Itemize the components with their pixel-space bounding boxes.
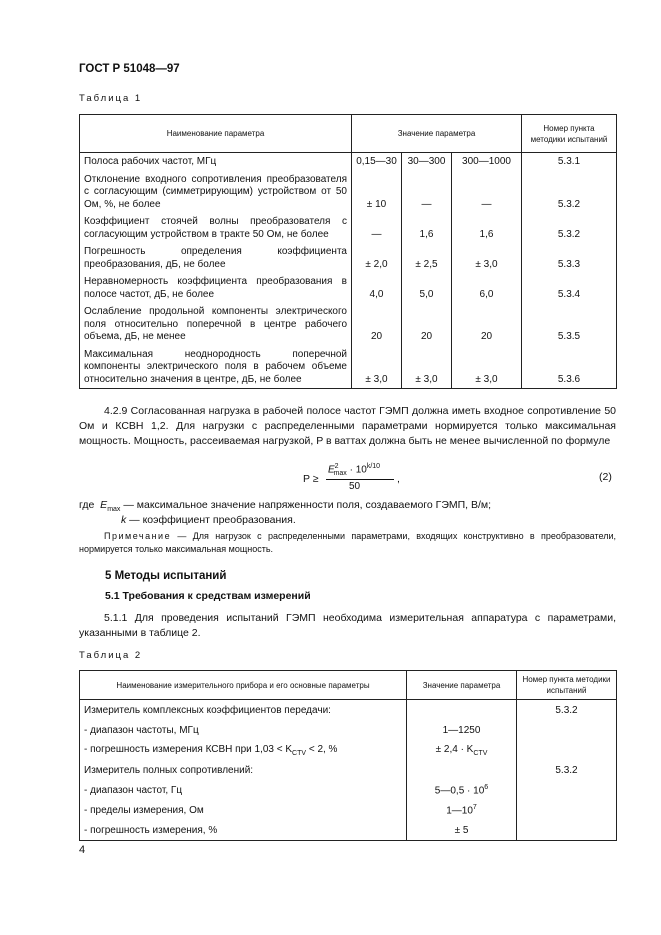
table-row: [80, 171, 617, 214]
page-number: 4: [79, 844, 86, 856]
t1-header-value: Значение параметра: [352, 115, 522, 153]
t2-row-value: [407, 740, 517, 760]
table-row: [80, 273, 617, 303]
t2-row-value: [407, 800, 517, 820]
note-text: — Для нагрузок с распределенными параметрами, входящих конструктивно в преобразователи, нормируется только максимальная мощность.: [79, 531, 616, 554]
t2-row-value-sup: 7: [472, 803, 477, 811]
t2-row-clause: 5.3.2: [517, 700, 617, 721]
t2-row-value: 1—1250: [407, 720, 517, 740]
section-5-title: 5 Методы испытаний: [105, 570, 227, 582]
t1-row-v1: ± 10: [352, 171, 402, 214]
t2-row-name: - пределы измерения, Ом: [80, 800, 407, 820]
t1-row-clause: 5.3.2: [522, 171, 617, 214]
table-row: [80, 303, 617, 346]
table-row: [80, 780, 617, 800]
t2-row-name: - погрешность измерения, %: [80, 820, 407, 841]
t2-row-value-sup: 6: [484, 783, 489, 791]
t1-row-clause: 5.3.3: [522, 243, 617, 273]
t2-row-name: Измеритель комплексных коэффициентов передачи:: [80, 700, 407, 721]
paragraph-5-1-1: 5.1.1 Для проведения испытаний ГЭМП необходима измерительная аппаратура с параметрами, указанными в таблице 2.: [79, 612, 616, 639]
t1-row-name: Полоса рабочих частот, МГц: [80, 153, 352, 171]
formula-lhs: P ≥: [303, 473, 319, 485]
t2-row-clause: [517, 800, 617, 820]
t1-row-v2: ± 2,5: [402, 243, 452, 273]
t2-header-name: Наименование измерительного прибора и его основные параметры: [80, 671, 407, 700]
where-k-desc: — коэффициент преобразования.: [126, 514, 296, 526]
t2-row-value-main: 5—0,5 · 10: [434, 785, 485, 797]
t2-row-name: Измеритель полных сопротивлений:: [80, 760, 407, 780]
t2-row-value-main: 1—10: [446, 805, 473, 817]
t1-row-v3: —: [452, 171, 522, 214]
t1-row-v2: ± 3,0: [402, 346, 452, 389]
where-label: где: [79, 499, 95, 511]
t2-row-clause: [517, 780, 617, 800]
t1-row-v3: 1,6: [452, 213, 522, 243]
table-1: [79, 114, 617, 389]
table-row: [80, 800, 617, 820]
table2-caption: Таблица 2: [79, 650, 143, 661]
t1-row-clause: 5.3.1: [522, 153, 617, 171]
formula-denominator: 50: [349, 481, 361, 492]
formula-exp: k/10: [366, 463, 381, 470]
t1-row-clause: 5.3.6: [522, 346, 617, 389]
t1-row-v2: 1,6: [402, 213, 452, 243]
table-row: [80, 213, 617, 243]
t1-row-name: Погрешность определения коэффициента преобразования, дБ, не более: [80, 243, 352, 273]
t2-row-name-main: - погрешность измерения КСВН при 1,03 < K: [84, 743, 293, 755]
section-5-1-title: 5.1 Требования к средствам измерений: [105, 590, 311, 602]
t1-row-v1: 20: [352, 303, 402, 346]
table-row: [80, 760, 617, 780]
table-row: [80, 700, 617, 721]
t2-row-value: [407, 700, 517, 721]
t1-row-v2: 30—300: [402, 153, 452, 171]
t2-row-value-main: ± 2,4 · K: [435, 743, 474, 755]
where-e-symbol: E: [100, 499, 108, 511]
t2-row-name: [80, 740, 407, 760]
t2-row-name: - диапазон частоты, МГц: [80, 720, 407, 740]
t1-row-v3: 300—1000: [452, 153, 522, 171]
t1-row-v2: 20: [402, 303, 452, 346]
t1-header-clause: Номер пункта методики испытаний: [522, 115, 617, 153]
formula-numerator: [328, 463, 380, 477]
t2-row-name: - диапазон частот, Гц: [80, 780, 407, 800]
t2-row-name-tail: < 2, %: [306, 743, 338, 755]
note-label: Примечание: [104, 531, 172, 541]
t1-row-v1: 0,15—30: [352, 153, 402, 171]
t1-row-name: Коэффициент стоячей волны преобразователя с согласующим устройством в тракте 50 Ом, не более: [80, 213, 352, 243]
table-row: [80, 153, 617, 171]
where-k-line: [121, 513, 296, 528]
table-row: [80, 346, 617, 389]
formula-comma: ,: [397, 473, 400, 485]
t2-row-value-sub: CTV: [473, 749, 488, 757]
table-row: [80, 820, 617, 841]
t1-row-v3: 6,0: [452, 273, 522, 303]
table-2: [79, 670, 617, 841]
note: [79, 530, 616, 556]
t2-row-clause: [517, 720, 617, 740]
formula-e-sup: 2: [334, 463, 339, 470]
table-row: [80, 720, 617, 740]
t1-row-v2: 5,0: [402, 273, 452, 303]
where-k-symbol: k: [121, 514, 127, 526]
where-e-sub: max: [107, 506, 121, 514]
t2-header-clause: Номер пункта методики испытаний: [517, 671, 617, 700]
t2-header-value: Значение параметра: [407, 671, 517, 700]
table1-caption: Таблица 1: [79, 93, 143, 104]
t1-row-name: Отклонение входного сопротивления преобразователя с согласующим (симметрирующим) устройством от 50 Ом, %, не более: [80, 171, 352, 214]
t1-row-name: Неравномерность коэффициента преобразования в полосе частот, дБ, не более: [80, 273, 352, 303]
t1-header-param: Наименование параметра: [80, 115, 352, 153]
table-row: [80, 740, 617, 760]
formula-number: (2): [599, 471, 612, 483]
t2-row-value: [407, 760, 517, 780]
t1-row-clause: 5.3.5: [522, 303, 617, 346]
fraction-line: [326, 479, 394, 480]
t1-row-v1: 4,0: [352, 273, 402, 303]
t1-row-v1: —: [352, 213, 402, 243]
t1-row-v3: ± 3,0: [452, 346, 522, 389]
t1-row-name: Максимальная неоднородность поперечной компоненты электрического поля в рабочем объеме относительно значения в центре, дБ, не более: [80, 346, 352, 389]
standard-header: ГОСТ Р 51048—97: [79, 63, 180, 75]
where-e-desc: — максимальное значение напряженности поля, создаваемого ГЭМП, В/м;: [120, 499, 492, 511]
t1-row-clause: 5.3.4: [522, 273, 617, 303]
formula-e: E: [328, 464, 335, 476]
t1-row-name: Ослабление продольной компоненты электрического поля относительно поперечной в центре рабочего объема, дБ, не менее: [80, 303, 352, 346]
t1-row-clause: 5.3.2: [522, 213, 617, 243]
t1-row-v3: ± 3,0: [452, 243, 522, 273]
t2-row-name-sub: CTV: [292, 749, 307, 757]
t2-row-value: ± 5: [407, 820, 517, 841]
table-row: [80, 243, 617, 273]
t2-row-clause: [517, 820, 617, 841]
t2-row-clause: [517, 740, 617, 760]
t1-row-v2: —: [402, 171, 452, 214]
t1-row-v1: ± 2,0: [352, 243, 402, 273]
paragraph-4-2-9: 4.2.9 Согласованная нагрузка в рабочей полосе частот ГЭМП должна иметь входное сопротивление 50 Ом и КСВН 1,2. Для нагрузки с распределенными параметрами нормируется только максимальная мощность. Мощность, рассеиваемая нагрузкой, P в ваттах должна быть не менее вычисленной по формуле: [79, 405, 616, 447]
t2-row-clause: 5.3.2: [517, 760, 617, 780]
formula-e-sub: max: [333, 470, 347, 478]
formula-num-rest: · 10: [346, 464, 367, 476]
t1-row-v1: ± 3,0: [352, 346, 402, 389]
t1-row-v3: 20: [452, 303, 522, 346]
t2-row-value: [407, 780, 517, 800]
